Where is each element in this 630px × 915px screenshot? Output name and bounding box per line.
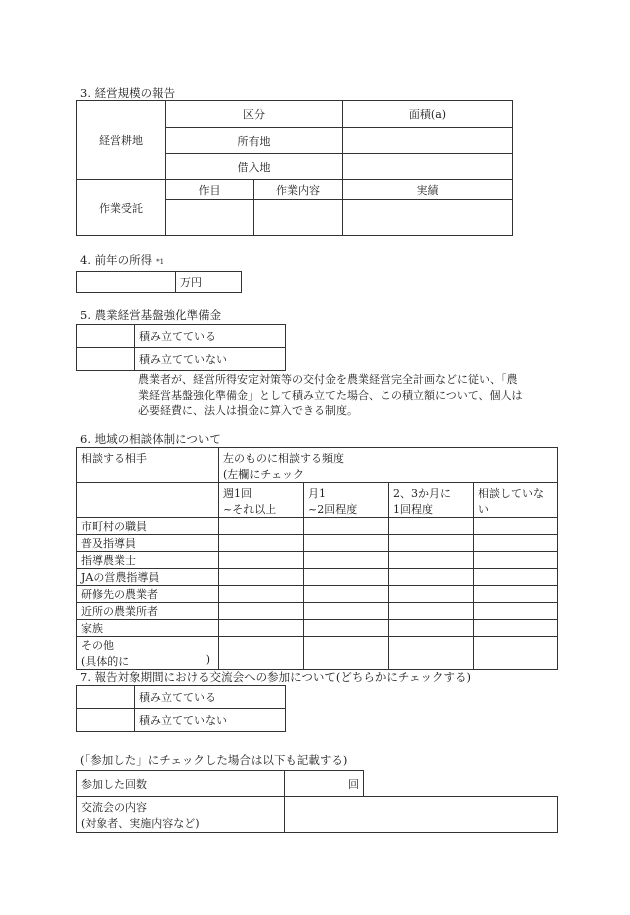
col-partner: 相談する相手 (77, 448, 219, 483)
participation-table (76, 770, 558, 833)
check-cell[interactable] (219, 552, 304, 569)
count-unit: 回 (348, 777, 359, 791)
reserve-table (76, 324, 286, 371)
check-cell[interactable] (474, 518, 558, 535)
count-label: 参加した回数 (77, 771, 285, 797)
reserve-check-1[interactable] (77, 325, 135, 348)
participation-note: (「参加した」にチェックした場合は以下も記載する) (80, 753, 348, 767)
col-result: 実績 (343, 180, 513, 200)
exchange-check-1[interactable] (77, 686, 135, 709)
col-crop: 作目 (166, 180, 254, 200)
check-cell[interactable] (219, 586, 304, 603)
check-cell[interactable] (389, 518, 474, 535)
freq-monthly: 月1 ~2回程度 (304, 483, 389, 518)
check-cell[interactable] (219, 518, 304, 535)
check-cell[interactable] (304, 535, 389, 552)
section-5-title: 5. 農業経営基盤強化準備金 (80, 308, 222, 322)
freq-weekly: 週1回 ~それ以上 (219, 483, 304, 518)
section-6-title: 6. 地域の相談体制について (80, 432, 221, 446)
income-unit: 万円 (176, 272, 242, 293)
farmland-label: 経営耕地 (77, 101, 166, 180)
check-cell[interactable] (474, 569, 558, 586)
freq-quarterly: 2、3か月に 1回程度 (389, 483, 474, 518)
check-cell[interactable] (389, 637, 474, 670)
reserve-description: 農業者が、経営所得安定対策等の交付金を農業経営完全計画などに従い、「農 業経営基盤強化準備金」として積み立てた場合、この積立額について、個人は 必要経費に、法人は損金に算入できる制度。 (138, 373, 523, 417)
check-cell[interactable] (304, 569, 389, 586)
row-label: 市町村の職員 (77, 518, 219, 535)
section-4-title: 4. 前年の所得 $^{*1}$ (80, 253, 165, 267)
check-cell[interactable] (304, 586, 389, 603)
result-cell[interactable] (343, 200, 513, 236)
check-cell[interactable] (474, 552, 558, 569)
exchange-option-2: 積み立てていない (135, 709, 286, 732)
col-work: 作業内容 (254, 180, 343, 200)
blank-header-cell (77, 483, 219, 518)
check-cell[interactable] (474, 637, 558, 670)
content-input[interactable] (285, 797, 558, 833)
check-cell[interactable] (219, 535, 304, 552)
col-kubun: 区分 (166, 101, 343, 128)
section-7-title: 7. 報告対象期間における交流会への参加について(どちらかにチェックする) (80, 670, 472, 684)
check-cell[interactable] (389, 535, 474, 552)
content-label: 交流会の内容 (対象者、実施内容など) (77, 797, 285, 833)
section-3-title: 3. 経営規模の報告 (80, 86, 176, 100)
col-frequency: 左のものに相談する頻度 (左欄にチェック (219, 448, 558, 483)
farmland-table (76, 100, 513, 236)
check-cell[interactable] (304, 620, 389, 637)
row-label: 家族 (77, 620, 219, 637)
leased-area-cell[interactable] (343, 154, 513, 180)
check-cell[interactable] (474, 620, 558, 637)
reserve-option-2: 積み立てていない (135, 348, 286, 371)
row-label: 近所の農業所者 (77, 603, 219, 620)
check-cell[interactable] (474, 535, 558, 552)
check-cell[interactable] (474, 603, 558, 620)
owned-label: 所有地 (166, 128, 343, 154)
exchange-option-1: 積み立てている (135, 686, 286, 709)
row-label: 指導農業士 (77, 552, 219, 569)
check-cell[interactable] (304, 637, 389, 670)
check-cell[interactable] (219, 569, 304, 586)
owned-area-cell[interactable] (343, 128, 513, 154)
row-label: 普及指導員 (77, 535, 219, 552)
income-table (76, 271, 242, 293)
leased-label: 借入地 (166, 154, 343, 180)
check-cell[interactable] (219, 603, 304, 620)
income-input[interactable] (77, 272, 176, 293)
check-cell[interactable] (389, 620, 474, 637)
exchange-table (76, 685, 286, 732)
check-cell[interactable] (389, 552, 474, 569)
exchange-check-2[interactable] (77, 709, 135, 732)
row-label-other: その他 (具体的に ) (77, 637, 219, 670)
check-cell[interactable] (389, 586, 474, 603)
crop-cell[interactable] (166, 200, 254, 236)
check-cell[interactable] (304, 552, 389, 569)
count-input[interactable] (285, 771, 364, 797)
check-cell[interactable] (304, 603, 389, 620)
col-area: 面積(a) (343, 101, 513, 128)
reserve-check-2[interactable] (77, 348, 135, 371)
check-cell[interactable] (219, 620, 304, 637)
check-cell[interactable] (219, 637, 304, 670)
work-cell[interactable] (254, 200, 343, 236)
footnote-mark: *1 (156, 258, 165, 266)
check-cell[interactable] (474, 586, 558, 603)
check-cell[interactable] (304, 518, 389, 535)
row-label: 研修先の農業者 (77, 586, 219, 603)
check-cell[interactable] (389, 569, 474, 586)
check-cell[interactable] (389, 603, 474, 620)
reserve-option-1: 積み立てている (135, 325, 286, 348)
row-label: JAの営農指導員 (77, 569, 219, 586)
consultation-table (76, 447, 558, 670)
freq-none: 相談していな い (474, 483, 558, 518)
contract-label: 作業受託 (77, 180, 166, 236)
